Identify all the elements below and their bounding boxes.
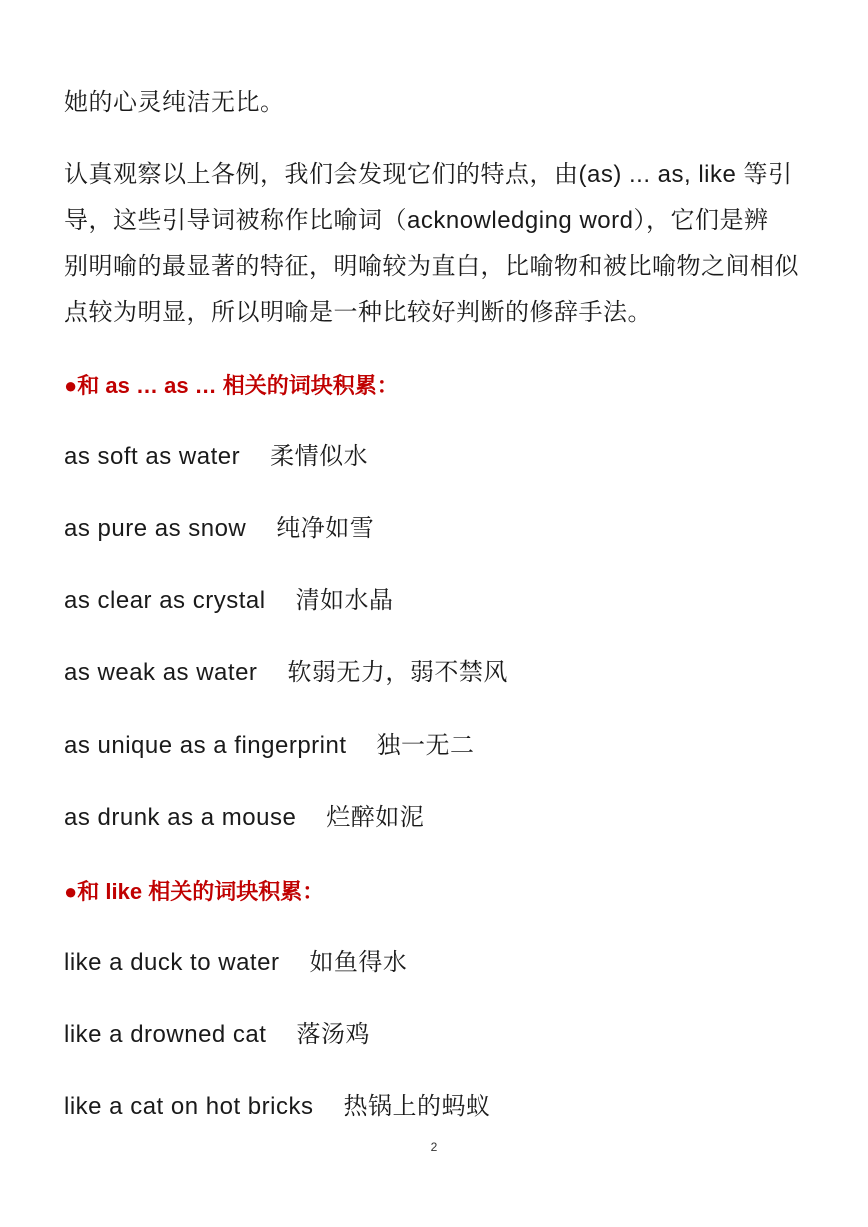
phrase-entry	[64, 1092, 490, 1122]
phrase-chinese: 软弱无力，弱不禁风	[287, 659, 508, 686]
phrase-chinese: 柔情似水	[270, 443, 369, 470]
phrase-english: as unique as a fingerprint	[64, 732, 347, 759]
section-heading-as: ●和 as … as … 相关的词块积累：	[64, 373, 399, 398]
intro-line: 她的心灵纯洁无比。	[64, 89, 285, 116]
section-heading-like: ●和 like 相关的词块积累：	[64, 879, 325, 904]
phrase-chinese: 清如水晶	[295, 587, 394, 614]
page-number: 2	[430, 1140, 438, 1154]
phrase-english: as clear as crystal	[64, 587, 266, 614]
phrase-english: as soft as water	[64, 443, 241, 470]
phrase-english: as drunk as a mouse	[64, 804, 297, 831]
phrase-chinese: 热锅上的蚂蚁	[343, 1093, 491, 1120]
paragraph-line: 别明喻的最显著的特征，明喻较为直白，比喻物和被比喻物之间相似	[64, 253, 799, 280]
phrase-english: like a duck to water	[64, 949, 280, 976]
phrase-chinese: 烂醉如泥	[326, 804, 425, 831]
phrase-entry	[64, 1020, 370, 1050]
paragraph-line: 点较为明显，所以明喻是一种比较好判断的修辞手法。	[64, 299, 652, 326]
phrase-chinese: 独一无二	[376, 732, 475, 759]
phrase-entry	[64, 803, 424, 833]
phrase-chinese: 落汤鸡	[296, 1021, 370, 1048]
phrase-english: like a cat on hot bricks	[64, 1093, 314, 1120]
paragraph-line: 认真观察以上各例，我们会发现它们的特点，由(as) ... as, like 等引	[64, 161, 793, 188]
paragraph-line: 导，这些引导词被称作比喻词（acknowledging word），它们是辨	[64, 207, 769, 234]
phrase-entry	[64, 514, 374, 544]
phrase-entry	[64, 658, 508, 688]
phrase-english: as weak as water	[64, 659, 258, 686]
phrase-english: like a drowned cat	[64, 1021, 267, 1048]
phrase-entry	[64, 731, 475, 761]
explanation-paragraph	[64, 152, 806, 336]
phrase-english: as pure as snow	[64, 515, 247, 542]
phrase-entry	[64, 442, 368, 472]
phrase-chinese: 纯净如雪	[276, 515, 375, 542]
phrase-entry	[64, 948, 407, 978]
phrase-chinese: 如鱼得水	[309, 949, 408, 976]
phrase-entry	[64, 586, 394, 616]
